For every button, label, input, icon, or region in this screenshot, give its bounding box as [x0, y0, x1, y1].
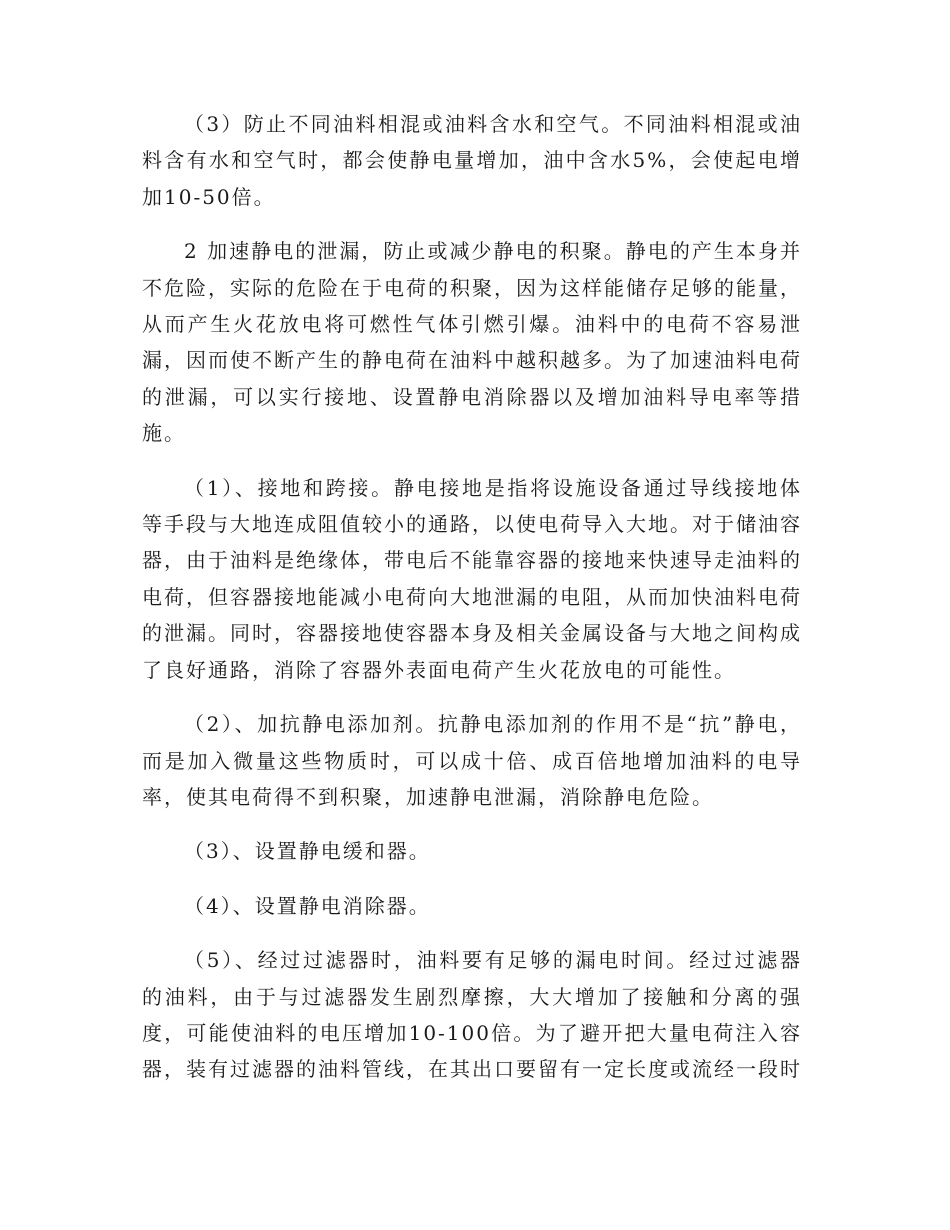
- paragraph-antistatic-additive: （2）、加抗静电添加剂。抗静电添加剂的作用不是“抗”静电，而是加入微量这些物质时，可以成十倍、成百倍地增加油料的电导率，使其电荷得不到积聚，加速静电泄漏，消除静电危险。: [142, 712, 802, 809]
- paragraph-static-eliminator: （4）、设置静电消除器。: [184, 893, 431, 918]
- paragraph-mix-prevention: （3）防止不同油料相混或油料含水和空气。不同油料相混或油料含有水和空气时，都会使静电量增加，油中含水5%，会使起电增加10-50倍。: [142, 112, 802, 209]
- paragraph-filter-leakage-time: （5）、经过过滤器时，油料要有足够的漏电时间。经过过滤器的油料，由于与过滤器发生剧烈摩擦，大大增加了接触和分离的强度，可能使油料的电压增加10-100倍。为了避开把大量电荷注入容器，装有过滤器的油料管线，在其出口要留有一定长度或流经一段时: [142, 948, 802, 1082]
- paragraph-accelerate-leakage: 2 加速静电的泄漏，防止或减少静电的积聚。静电的产生本身并不危险，实际的危险在于电荷的积聚，因为这样能储存足够的能量，从而产生火花放电将可燃性气体引燃引爆。油料中的电荷不容易泄漏，因而使不断产生的静电荷在油料中越积越多。为了加速油料电荷的泄漏，可以实行接地、设置静电消除器以及增加油料导电率等措施。: [142, 239, 802, 446]
- document-page: [142, 106, 802, 1106]
- paragraph-static-relaxer: （3）、设置静电缓和器。: [184, 839, 431, 864]
- paragraph-grounding: （1）、接地和跨接。静电接地是指将设施设备通过导线接地体等手段与大地连成阻值较小的通路，以使电荷导入大地。对于储油容器，由于油料是绝缘体，带电后不能靠容器的接地来快速导走油料的电荷，但容器接地能减小电荷向大地泄漏的电阻，从而加快油料电荷的泄漏。同时，容器接地使容器本身及相关金属设备与大地之间构成了良好通路，消除了容器外表面电荷产生火花放电的可能性。: [142, 475, 802, 682]
